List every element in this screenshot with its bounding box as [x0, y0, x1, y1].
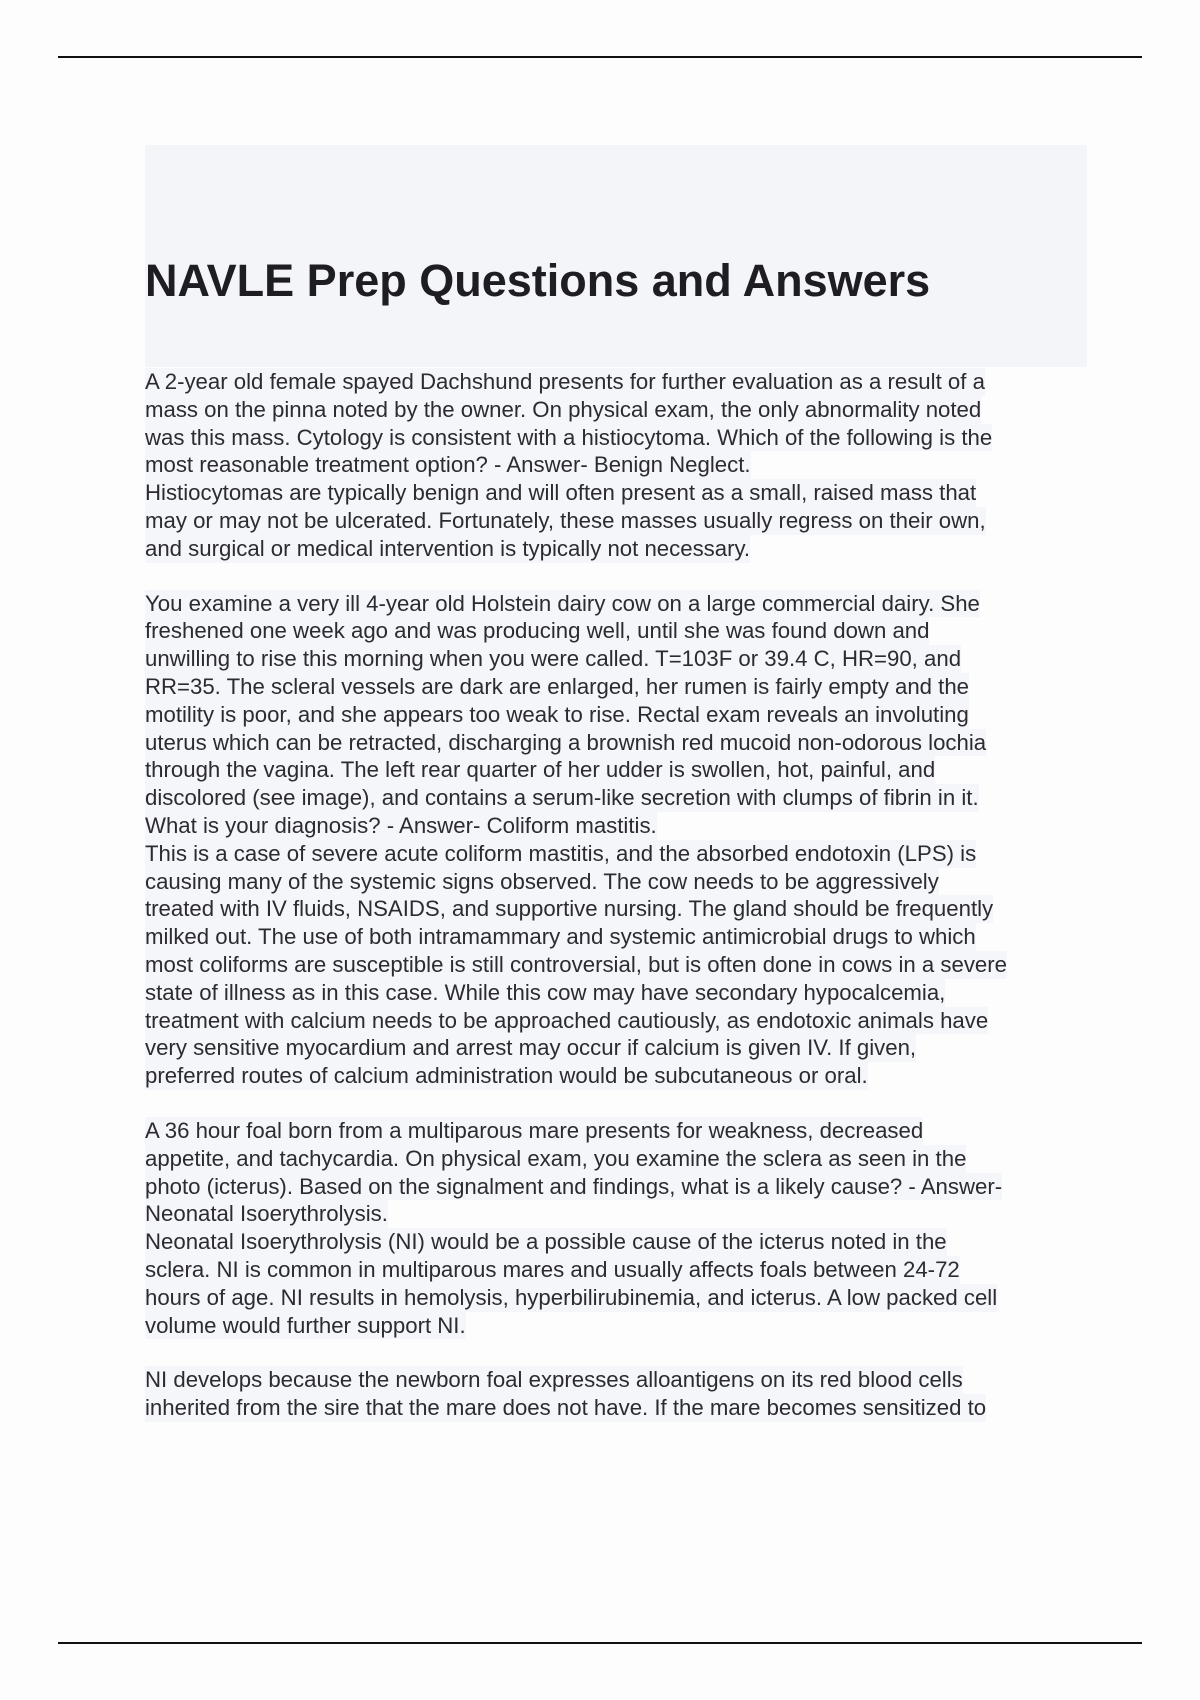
- text-line: [145, 535, 1095, 563]
- qa-paragraph: [145, 1117, 1095, 1339]
- text-line-content: motility is poor, and she appears too weak to rise. Rectal exam reveals an involuting: [145, 701, 969, 727]
- text-line-content: causing many of the systemic signs observed. The cow needs to be aggressively: [145, 868, 939, 894]
- text-line-content: NI develops because the newborn foal expresses alloantigens on its red blood cells: [145, 1367, 963, 1393]
- text-line: [145, 1256, 1095, 1284]
- text-line-content: preferred routes of calcium administration would be subcutaneous or oral.: [145, 1063, 868, 1089]
- text-line: [145, 396, 1095, 424]
- text-line-content: volume would further support NI.: [145, 1312, 466, 1338]
- text-line: [145, 1117, 1095, 1145]
- text-line: [145, 868, 1095, 896]
- text-line: [145, 1228, 1095, 1256]
- text-line: [145, 1284, 1095, 1312]
- text-line-content: treatment with calcium needs to be approached cautiously, as endotoxic animals have: [145, 1007, 989, 1033]
- text-line-content: mass on the pinna noted by the owner. On physical exam, the only abnormality noted: [145, 396, 982, 422]
- qa-paragraph: [145, 368, 1095, 563]
- text-line: [145, 1145, 1095, 1173]
- text-line: [145, 701, 1095, 729]
- text-line: [145, 479, 1095, 507]
- text-line: [145, 784, 1095, 812]
- text-line: [145, 895, 1095, 923]
- text-line: [145, 1394, 1095, 1422]
- qa-paragraph: [145, 1366, 1095, 1422]
- text-line-content: through the vagina. The left rear quarter of her udder is swollen, hot, painful, and: [145, 757, 936, 783]
- text-line-content: unwilling to rise this morning when you were called. T=103F or 39.4 C, HR=90, and: [145, 646, 962, 672]
- text-line: [145, 1366, 1095, 1394]
- text-line: [145, 451, 1095, 479]
- text-line-content: most reasonable treatment option? - Answer- Benign Neglect.: [145, 452, 751, 478]
- text-line: [145, 1200, 1095, 1228]
- text-line: [145, 617, 1095, 645]
- text-line-content: You examine a very ill 4-year old Holstein dairy cow on a large commercial dairy. She: [145, 590, 980, 616]
- text-line-content: appetite, and tachycardia. On physical exam, you examine the sclera as seen in the: [145, 1145, 967, 1171]
- text-line-content: may or may not be ulcerated. Fortunately, these masses usually regress on their own,: [145, 507, 986, 533]
- top-divider: [58, 56, 1142, 58]
- text-line: [145, 673, 1095, 701]
- text-line: [145, 1062, 1095, 1090]
- text-line-content: Neonatal Isoerythrolysis.: [145, 1201, 388, 1227]
- text-line: [145, 812, 1095, 840]
- bottom-divider: [58, 1642, 1142, 1644]
- document-body: [145, 368, 1095, 1449]
- text-line-content: Neonatal Isoerythrolysis (NI) would be a possible cause of the icterus noted in the: [145, 1229, 947, 1255]
- title-block: [145, 145, 1087, 367]
- text-line-content: What is your diagnosis? - Answer- Coliform mastitis.: [145, 812, 657, 838]
- text-line-content: Histiocytomas are typically benign and will often present as a small, raised mass that: [145, 480, 977, 506]
- text-line: [145, 840, 1095, 868]
- text-line-content: A 36 hour foal born from a multiparous mare presents for weakness, decreased: [145, 1117, 924, 1143]
- text-line-content: RR=35. The scleral vessels are dark are enlarged, her rumen is fairly empty and the: [145, 673, 970, 699]
- text-line: [145, 507, 1095, 535]
- qa-paragraph: [145, 590, 1095, 1090]
- document-title: NAVLE Prep Questions and Answers: [145, 255, 931, 306]
- text-line: [145, 1312, 1095, 1340]
- text-line: [145, 923, 1095, 951]
- text-line: [145, 1173, 1095, 1201]
- text-line-content: sclera. NI is common in multiparous mares and usually affects foals between 24-72: [145, 1256, 960, 1282]
- text-line-content: very sensitive myocardium and arrest may occur if calcium is given IV. If given,: [145, 1035, 917, 1061]
- text-line: [145, 368, 1095, 396]
- text-line-content: treated with IV fluids, NSAIDS, and supportive nursing. The gland should be frequently: [145, 896, 994, 922]
- text-line: [145, 951, 1095, 979]
- text-line: [145, 424, 1095, 452]
- text-line-content: uterus which can be retracted, discharging a brownish red mucoid non-odorous lochia: [145, 729, 987, 755]
- text-line-content: This is a case of severe acute coliform mastitis, and the absorbed endotoxin (LPS) is: [145, 840, 977, 866]
- text-line: [145, 756, 1095, 784]
- text-line-content: inherited from the sire that the mare does not have. If the mare becomes sensitized to: [145, 1395, 987, 1421]
- text-line-content: state of illness as in this case. While this cow may have secondary hypocalcemia,: [145, 979, 946, 1005]
- text-line-content: milked out. The use of both intramammary and systemic antimicrobial drugs to which: [145, 924, 976, 950]
- text-line: [145, 729, 1095, 757]
- text-line-content: hours of age. NI results in hemolysis, hyperbilirubinemia, and icterus. A low packed cell: [145, 1284, 998, 1310]
- text-line: [145, 1034, 1095, 1062]
- text-line-content: most coliforms are susceptible is still controversial, but is often done in cows in a severe: [145, 951, 1007, 977]
- text-line-content: freshened one week ago and was producing well, until she was found down and: [145, 618, 930, 644]
- text-line: [145, 979, 1095, 1007]
- text-line-content: discolored (see image), and contains a serum-like secretion with clumps of fibrin in it.: [145, 785, 979, 811]
- text-line-content: photo (icterus). Based on the signalment and findings, what is a likely cause? - Answer-: [145, 1173, 1003, 1199]
- text-line: [145, 1007, 1095, 1035]
- text-line-content: was this mass. Cytology is consistent with a histiocytoma. Which of the following is the: [145, 424, 993, 450]
- text-line-content: and surgical or medical intervention is typically not necessary.: [145, 535, 751, 561]
- text-line: [145, 645, 1095, 673]
- text-line: [145, 590, 1095, 618]
- text-line-content: A 2-year old female spayed Dachshund presents for further evaluation as a result of a: [145, 369, 985, 394]
